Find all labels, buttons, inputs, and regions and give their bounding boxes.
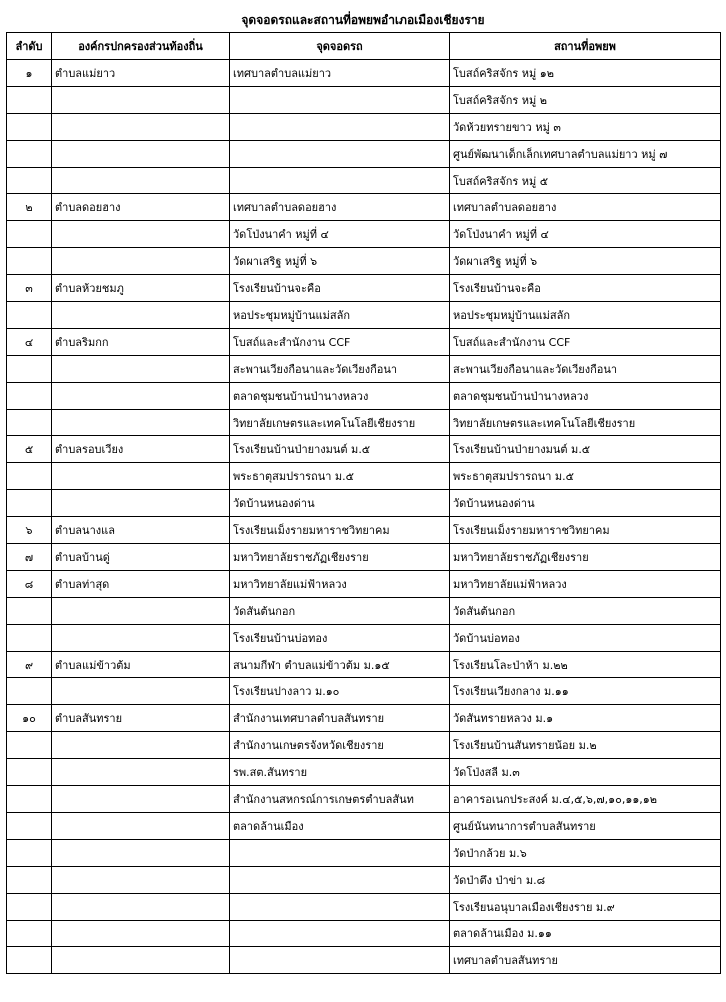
- parking-point-cell: [230, 893, 450, 920]
- evacuation-site-cell: วัดสันต้นกอก: [450, 597, 721, 624]
- parking-point-cell: สนามกีฬา ตำบลแม่ข้าวต้ม ม.๑๕: [230, 651, 450, 678]
- table-row: [7, 893, 721, 920]
- local-government-cell: [52, 248, 230, 275]
- evacuation-site-cell: พระธาตุสมปรารถนา ม.๕: [450, 463, 721, 490]
- table-row: [7, 947, 721, 974]
- evacuation-site-cell: วัดป่ากล้วย ม.๖: [450, 839, 721, 866]
- table-row: [7, 328, 721, 355]
- local-government-cell: [52, 759, 230, 786]
- order-cell: [7, 812, 52, 839]
- order-cell: [7, 759, 52, 786]
- table-row: [7, 436, 721, 463]
- local-government-cell: [52, 732, 230, 759]
- parking-point-cell: [230, 167, 450, 194]
- evacuation-site-cell: วัดสันทรายหลวง ม.๑: [450, 705, 721, 732]
- order-cell: ๖: [7, 517, 52, 544]
- order-cell: ๑: [7, 60, 52, 87]
- evacuation-site-cell: วัดโป่งสลี ม.๓: [450, 759, 721, 786]
- order-cell: [7, 732, 52, 759]
- evacuation-site-cell: วัดบ้านหนองด่าน: [450, 490, 721, 517]
- order-cell: [7, 113, 52, 140]
- table-row: [7, 302, 721, 329]
- order-cell: ๕: [7, 436, 52, 463]
- local-government-cell: ตำบลแม่ยาว: [52, 60, 230, 87]
- parking-point-cell: วัดผาเสริฐ หมู่ที่ ๖: [230, 248, 450, 275]
- parking-point-cell: [230, 86, 450, 113]
- table-row: [7, 463, 721, 490]
- order-cell: [7, 920, 52, 947]
- table-row: [7, 221, 721, 248]
- parking-point-cell: โรงเรียนปางลาว ม.๑๐: [230, 678, 450, 705]
- order-cell: [7, 302, 52, 329]
- table-row: [7, 194, 721, 221]
- local-government-cell: [52, 463, 230, 490]
- evacuation-site-cell: สะพานเวียงกือนาและวัดเวียงกือนา: [450, 355, 721, 382]
- local-government-cell: ตำบลรอบเวียง: [52, 436, 230, 463]
- evacuation-site-cell: ศูนย์นันทนาการตำบลสันทราย: [450, 812, 721, 839]
- parking-point-cell: สะพานเวียงกือนาและวัดเวียงกือนา: [230, 355, 450, 382]
- evacuation-site-cell: วัดห้วยทรายขาว หมู่ ๓: [450, 113, 721, 140]
- parking-point-cell: สำนักงานเกษตรจังหวัดเชียงราย: [230, 732, 450, 759]
- local-government-cell: [52, 920, 230, 947]
- order-cell: ๔: [7, 328, 52, 355]
- table-row: [7, 920, 721, 947]
- parking-point-cell: สำนักงานเทศบาลตำบลสันทราย: [230, 705, 450, 732]
- table-row: [7, 597, 721, 624]
- parking-point-cell: [230, 866, 450, 893]
- parking-point-cell: เทศบาลตำบลดอยฮาง: [230, 194, 450, 221]
- evacuation-table: [6, 32, 721, 974]
- parking-point-cell: ตลาดชุมชนบ้านป่านางหลวง: [230, 382, 450, 409]
- evacuation-site-cell: เทศบาลตำบลสันทราย: [450, 947, 721, 974]
- table-body: [7, 60, 721, 974]
- parking-point-cell: มหาวิทยาลัยราชภัฏเชียงราย: [230, 544, 450, 571]
- evacuation-site-cell: มหาวิทยาลัยแม่ฟ้าหลวง: [450, 570, 721, 597]
- table-row: [7, 113, 721, 140]
- local-government-cell: [52, 839, 230, 866]
- order-cell: [7, 140, 52, 167]
- parking-point-cell: ตลาดล้านเมือง: [230, 812, 450, 839]
- document-title: จุดจอดรถและสถานที่อพยพอำเภอเมืองเชียงราย: [241, 13, 485, 27]
- table-row: [7, 167, 721, 194]
- evacuation-site-cell: ศูนย์พัฒนาเด็กเล็กเทศบาลตำบลแม่ยาว หมู่ ๗: [450, 140, 721, 167]
- parking-point-cell: รพ.สต.สันทราย: [230, 759, 450, 786]
- table-row: [7, 248, 721, 275]
- parking-point-cell: โรงเรียนบ้านป่ายางมนต์ ม.๕: [230, 436, 450, 463]
- evacuation-site-cell: โรงเรียนบ้านป่ายางมนต์ ม.๕: [450, 436, 721, 463]
- local-government-cell: [52, 678, 230, 705]
- parking-point-cell: โรงเรียนบ้านบ่อทอง: [230, 624, 450, 651]
- parking-point-cell: มหาวิทยาลัยแม่ฟ้าหลวง: [230, 570, 450, 597]
- local-government-cell: ตำบลบ้านดู่: [52, 544, 230, 571]
- order-cell: ๑๐: [7, 705, 52, 732]
- table-row: [7, 570, 721, 597]
- order-cell: [7, 409, 52, 436]
- local-government-cell: [52, 302, 230, 329]
- evacuation-site-cell: มหาวิทยาลัยราชภัฏเชียงราย: [450, 544, 721, 571]
- evacuation-site-cell: โบสถ์และสำนักงาน CCF: [450, 328, 721, 355]
- local-government-cell: ตำบลแม่ข้าวต้ม: [52, 651, 230, 678]
- parking-point-cell: หอประชุมหมู่บ้านแม่สลัก: [230, 302, 450, 329]
- table-header-row: [7, 33, 721, 60]
- parking-point-cell: วัดสันต้นกอก: [230, 597, 450, 624]
- order-cell: [7, 786, 52, 813]
- evacuation-site-cell: โบสถ์คริสจักร หมู่ ๑๒: [450, 60, 721, 87]
- local-government-cell: [52, 947, 230, 974]
- parking-point-cell: โรงเรียนเม็งรายมหาราชวิทยาคม: [230, 517, 450, 544]
- table-row: [7, 490, 721, 517]
- parking-point-cell: เทศบาลตำบลแม่ยาว: [230, 60, 450, 87]
- evacuation-site-cell: โรงเรียนโละป่าห้า ม.๒๒: [450, 651, 721, 678]
- parking-point-cell: สำนักงานสหกรณ์การเกษตรตำบลสันท: [230, 786, 450, 813]
- table-row: [7, 839, 721, 866]
- local-government-cell: [52, 893, 230, 920]
- local-government-cell: [52, 167, 230, 194]
- table-row: [7, 60, 721, 87]
- table-row: [7, 624, 721, 651]
- evacuation-site-cell: โบสถ์คริสจักร หมู่ ๒: [450, 86, 721, 113]
- order-cell: [7, 866, 52, 893]
- local-government-cell: [52, 382, 230, 409]
- order-cell: ๒: [7, 194, 52, 221]
- evacuation-site-cell: โรงเรียนเม็งรายมหาราชวิทยาคม: [450, 517, 721, 544]
- table-row: [7, 866, 721, 893]
- local-government-cell: [52, 221, 230, 248]
- table-row: [7, 812, 721, 839]
- local-government-cell: [52, 113, 230, 140]
- order-cell: ๘: [7, 570, 52, 597]
- table-row: [7, 86, 721, 113]
- evacuation-site-cell: ตลาดล้านเมือง ม.๑๑: [450, 920, 721, 947]
- local-government-cell: ตำบลริมกก: [52, 328, 230, 355]
- evacuation-site-cell: วิทยาลัยเกษตรและเทคโนโลยีเชียงราย: [450, 409, 721, 436]
- order-cell: ๓: [7, 275, 52, 302]
- parking-point-cell: วัดโป่งนาคำ หมู่ที่ ๔: [230, 221, 450, 248]
- order-cell: [7, 624, 52, 651]
- parking-point-cell: โบสถ์และสำนักงาน CCF: [230, 328, 450, 355]
- table-row: [7, 651, 721, 678]
- parking-point-cell: วิทยาลัยเกษตรและเทคโนโลยีเชียงราย: [230, 409, 450, 436]
- table-row: [7, 732, 721, 759]
- local-government-cell: [52, 140, 230, 167]
- evacuation-site-cell: หอประชุมหมู่บ้านแม่สลัก: [450, 302, 721, 329]
- header-order: ลำดับ: [7, 33, 52, 60]
- header-local-government: องค์กรปกครองส่วนท้องถิ่น: [52, 33, 230, 60]
- evacuation-site-cell: วัดโป่งนาคำ หมู่ที่ ๔: [450, 221, 721, 248]
- local-government-cell: ตำบลดอยฮาง: [52, 194, 230, 221]
- table-row: [7, 355, 721, 382]
- order-cell: [7, 86, 52, 113]
- local-government-cell: [52, 86, 230, 113]
- order-cell: [7, 839, 52, 866]
- local-government-cell: [52, 597, 230, 624]
- order-cell: [7, 678, 52, 705]
- local-government-cell: [52, 866, 230, 893]
- local-government-cell: [52, 490, 230, 517]
- parking-point-cell: [230, 113, 450, 140]
- local-government-cell: [52, 409, 230, 436]
- evacuation-site-cell: เทศบาลตำบลดอยฮาง: [450, 194, 721, 221]
- evacuation-site-cell: วัดบ้านบ่อทอง: [450, 624, 721, 651]
- order-cell: [7, 947, 52, 974]
- evacuation-site-cell: ตลาดชุมชนบ้านป่านางหลวง: [450, 382, 721, 409]
- local-government-cell: [52, 812, 230, 839]
- order-cell: [7, 597, 52, 624]
- local-government-cell: ตำบลสันทราย: [52, 705, 230, 732]
- local-government-cell: [52, 786, 230, 813]
- table-row: [7, 382, 721, 409]
- evacuation-site-cell: โรงเรียนบ้านจะคือ: [450, 275, 721, 302]
- order-cell: [7, 248, 52, 275]
- local-government-cell: ตำบลห้วยชมภู: [52, 275, 230, 302]
- table-row: [7, 705, 721, 732]
- order-cell: [7, 490, 52, 517]
- header-evacuation-site: สถานที่อพยพ: [450, 33, 721, 60]
- header-parking-point: จุดจอดรถ: [230, 33, 450, 60]
- parking-point-cell: [230, 920, 450, 947]
- local-government-cell: [52, 355, 230, 382]
- evacuation-site-cell: วัดผาเสริฐ หมู่ที่ ๖: [450, 248, 721, 275]
- local-government-cell: ตำบลท่าสุด: [52, 570, 230, 597]
- parking-point-cell: โรงเรียนบ้านจะคือ: [230, 275, 450, 302]
- table-row: [7, 544, 721, 571]
- order-cell: [7, 221, 52, 248]
- order-cell: [7, 463, 52, 490]
- order-cell: [7, 893, 52, 920]
- order-cell: [7, 382, 52, 409]
- order-cell: ๙: [7, 651, 52, 678]
- parking-point-cell: พระธาตุสมปรารถนา ม.๕: [230, 463, 450, 490]
- table-row: [7, 275, 721, 302]
- local-government-cell: [52, 624, 230, 651]
- parking-point-cell: วัดบ้านหนองด่าน: [230, 490, 450, 517]
- evacuation-site-cell: โรงเรียนบ้านสันทรายน้อย ม.๒: [450, 732, 721, 759]
- parking-point-cell: [230, 839, 450, 866]
- table-row: [7, 517, 721, 544]
- parking-point-cell: [230, 947, 450, 974]
- evacuation-site-cell: โรงเรียนเวียงกลาง ม.๑๑: [450, 678, 721, 705]
- order-cell: [7, 167, 52, 194]
- evacuation-site-cell: โรงเรียนอนุบาลเมืองเชียงราย ม.๙: [450, 893, 721, 920]
- evacuation-site-cell: อาคารอเนกประสงค์ ม.๔,๕,๖,๗,๑๐,๑๑,๑๒: [450, 786, 721, 813]
- parking-point-cell: [230, 140, 450, 167]
- evacuation-site-cell: วัดป่าตึง ป่าข่า ม.๘: [450, 866, 721, 893]
- table-row: [7, 759, 721, 786]
- table-row: [7, 786, 721, 813]
- evacuation-site-cell: โบสถ์คริสจักร หมู่ ๕: [450, 167, 721, 194]
- table-row: [7, 678, 721, 705]
- order-cell: [7, 355, 52, 382]
- table-row: [7, 409, 721, 436]
- order-cell: ๗: [7, 544, 52, 571]
- local-government-cell: ตำบลนางแล: [52, 517, 230, 544]
- table-row: [7, 140, 721, 167]
